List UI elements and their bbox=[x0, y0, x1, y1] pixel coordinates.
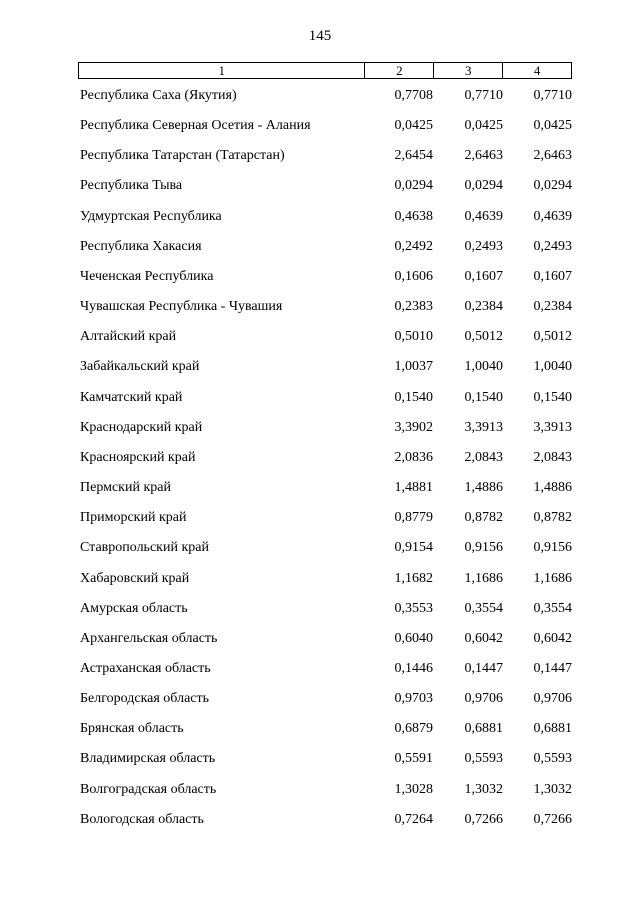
table-row bbox=[0, 265, 640, 295]
value-col-4: 0,3554 bbox=[533, 600, 572, 616]
region-name: Чувашская Республика - Чувашия bbox=[80, 299, 283, 315]
value-col-4: 3,3913 bbox=[533, 419, 572, 435]
value-col-4: 0,1607 bbox=[533, 268, 572, 284]
table-row bbox=[0, 295, 640, 325]
region-name: Забайкальский край bbox=[80, 359, 200, 375]
value-col-4: 0,9156 bbox=[533, 540, 572, 556]
region-name: Красноярский край bbox=[80, 449, 196, 465]
value-col-4: 0,0425 bbox=[533, 118, 572, 134]
table-row bbox=[0, 84, 640, 114]
table-row bbox=[0, 446, 640, 476]
region-name: Республика Северная Осетия - Алания bbox=[80, 118, 311, 134]
value-col-3: 2,0843 bbox=[464, 449, 503, 465]
value-col-2: 1,3028 bbox=[394, 781, 433, 797]
value-col-2: 0,6879 bbox=[394, 721, 433, 737]
value-col-2: 0,8779 bbox=[394, 510, 433, 526]
header-col-3: 3 bbox=[433, 63, 502, 78]
value-col-3: 1,0040 bbox=[464, 359, 503, 375]
value-col-2: 2,0836 bbox=[394, 449, 433, 465]
value-col-3: 0,1447 bbox=[464, 660, 503, 676]
value-col-3: 0,1607 bbox=[464, 268, 503, 284]
value-col-4: 0,1540 bbox=[533, 389, 572, 405]
table-row bbox=[0, 144, 640, 174]
table-row bbox=[0, 174, 640, 204]
value-col-2: 3,3902 bbox=[394, 419, 433, 435]
header-col-1: 1 bbox=[218, 62, 225, 78]
value-col-4: 2,6463 bbox=[533, 148, 572, 164]
value-col-4: 0,2493 bbox=[533, 238, 572, 254]
value-col-4: 0,7266 bbox=[533, 811, 572, 827]
value-col-4: 0,6042 bbox=[533, 630, 572, 646]
table-row bbox=[0, 416, 640, 446]
table-body bbox=[0, 84, 640, 838]
value-col-2: 2,6454 bbox=[394, 148, 433, 164]
table-row bbox=[0, 778, 640, 808]
table-row bbox=[0, 657, 640, 687]
region-name: Астраханская область bbox=[80, 660, 211, 676]
value-col-2: 0,7264 bbox=[394, 811, 433, 827]
value-col-4: 0,7710 bbox=[533, 88, 572, 103]
region-name: Владимирская область bbox=[80, 751, 216, 767]
region-name: Волгоградская область bbox=[80, 781, 217, 797]
value-col-2: 1,4881 bbox=[394, 480, 433, 496]
value-col-2: 0,6040 bbox=[394, 630, 433, 646]
value-col-4: 0,6881 bbox=[533, 721, 572, 737]
value-col-2: 0,2383 bbox=[394, 299, 433, 315]
value-col-3: 0,7266 bbox=[464, 811, 503, 827]
value-col-2: 0,5591 bbox=[394, 751, 433, 767]
value-col-3: 3,3913 bbox=[464, 419, 503, 435]
region-name: Краснодарский край bbox=[80, 419, 203, 435]
header-col-2: 2 bbox=[364, 63, 433, 78]
table-row bbox=[0, 235, 640, 265]
value-col-2: 0,1540 bbox=[394, 389, 433, 405]
table-row bbox=[0, 536, 640, 566]
value-col-2: 0,5010 bbox=[394, 329, 433, 345]
value-col-2: 0,2492 bbox=[394, 238, 433, 254]
region-name: Приморский край bbox=[80, 510, 187, 526]
value-col-3: 1,3032 bbox=[464, 781, 503, 797]
table-row bbox=[0, 355, 640, 385]
region-name: Республика Хакасия bbox=[80, 238, 202, 254]
value-col-4: 0,2384 bbox=[533, 299, 572, 315]
value-col-2: 0,7708 bbox=[394, 88, 433, 103]
value-col-2: 0,9703 bbox=[394, 691, 433, 707]
table-row bbox=[0, 717, 640, 747]
region-name: Белгородская область bbox=[80, 691, 210, 707]
value-col-4: 1,3032 bbox=[533, 781, 572, 797]
value-col-3: 0,2384 bbox=[464, 299, 503, 315]
region-name: Брянская область bbox=[80, 721, 184, 737]
table-row bbox=[0, 567, 640, 597]
value-col-3: 0,5012 bbox=[464, 329, 503, 345]
table-header bbox=[78, 62, 572, 79]
value-col-3: 0,4639 bbox=[464, 208, 503, 224]
region-name: Республика Тыва bbox=[80, 178, 183, 194]
value-col-4: 0,5012 bbox=[533, 329, 572, 345]
value-col-3: 0,3554 bbox=[464, 600, 503, 616]
value-col-3: 0,0294 bbox=[464, 178, 503, 194]
region-name: Вологодская область bbox=[80, 811, 204, 827]
value-col-3: 0,6881 bbox=[464, 721, 503, 737]
table-row bbox=[0, 386, 640, 416]
region-name: Хабаровский край bbox=[80, 570, 190, 586]
table-row bbox=[0, 597, 640, 627]
region-name: Республика Татарстан (Татарстан) bbox=[80, 148, 285, 164]
region-name: Архангельская область bbox=[80, 630, 218, 646]
region-name: Удмуртская Республика bbox=[80, 208, 222, 224]
value-col-3: 0,2493 bbox=[464, 238, 503, 254]
value-col-4: 0,1447 bbox=[533, 660, 572, 676]
value-col-3: 1,4886 bbox=[464, 480, 503, 496]
value-col-3: 0,9706 bbox=[464, 691, 503, 707]
region-name: Алтайский край bbox=[80, 329, 177, 345]
table-row bbox=[0, 808, 640, 838]
region-name: Республика Саха (Якутия) bbox=[80, 88, 237, 103]
value-col-4: 0,8782 bbox=[533, 510, 572, 526]
value-col-2: 1,1682 bbox=[394, 570, 433, 586]
header-col-4: 4 bbox=[502, 63, 571, 78]
value-col-4: 0,9706 bbox=[533, 691, 572, 707]
value-col-2: 0,0294 bbox=[394, 178, 433, 194]
value-col-4: 0,4639 bbox=[533, 208, 572, 224]
value-col-2: 0,1446 bbox=[394, 660, 433, 676]
value-col-2: 0,1606 bbox=[394, 268, 433, 284]
table-row bbox=[0, 506, 640, 536]
region-name: Амурская область bbox=[80, 600, 188, 616]
value-col-3: 0,9156 bbox=[464, 540, 503, 556]
value-col-3: 0,5593 bbox=[464, 751, 503, 767]
table-row bbox=[0, 627, 640, 657]
table-row bbox=[0, 114, 640, 144]
region-name: Камчатский край bbox=[80, 389, 183, 405]
value-col-4: 1,4886 bbox=[533, 480, 572, 496]
value-col-4: 1,0040 bbox=[533, 359, 572, 375]
value-col-3: 2,6463 bbox=[464, 148, 503, 164]
value-col-2: 0,0425 bbox=[394, 118, 433, 134]
value-col-2: 0,4638 bbox=[394, 208, 433, 224]
region-name: Пермский край bbox=[80, 480, 171, 496]
value-col-3: 0,1540 bbox=[464, 389, 503, 405]
region-name: Ставропольский край bbox=[80, 540, 209, 556]
table-row bbox=[0, 205, 640, 235]
value-col-2: 0,3553 bbox=[394, 600, 433, 616]
value-col-4: 0,0294 bbox=[533, 178, 572, 194]
region-name: Чеченская Республика bbox=[80, 268, 214, 284]
table-row bbox=[0, 476, 640, 506]
value-col-2: 1,0037 bbox=[394, 359, 433, 375]
value-col-4: 0,5593 bbox=[533, 751, 572, 767]
page-number: 145 bbox=[308, 28, 332, 44]
value-col-3: 0,0425 bbox=[464, 118, 503, 134]
value-col-3: 0,7710 bbox=[464, 88, 503, 103]
value-col-3: 0,8782 bbox=[464, 510, 503, 526]
value-col-3: 1,1686 bbox=[464, 570, 503, 586]
table-row bbox=[0, 687, 640, 717]
value-col-4: 2,0843 bbox=[533, 449, 572, 465]
value-col-2: 0,9154 bbox=[394, 540, 433, 556]
table-row bbox=[0, 747, 640, 777]
table-row bbox=[0, 325, 640, 355]
value-col-4: 1,1686 bbox=[533, 570, 572, 586]
value-col-3: 0,6042 bbox=[464, 630, 503, 646]
